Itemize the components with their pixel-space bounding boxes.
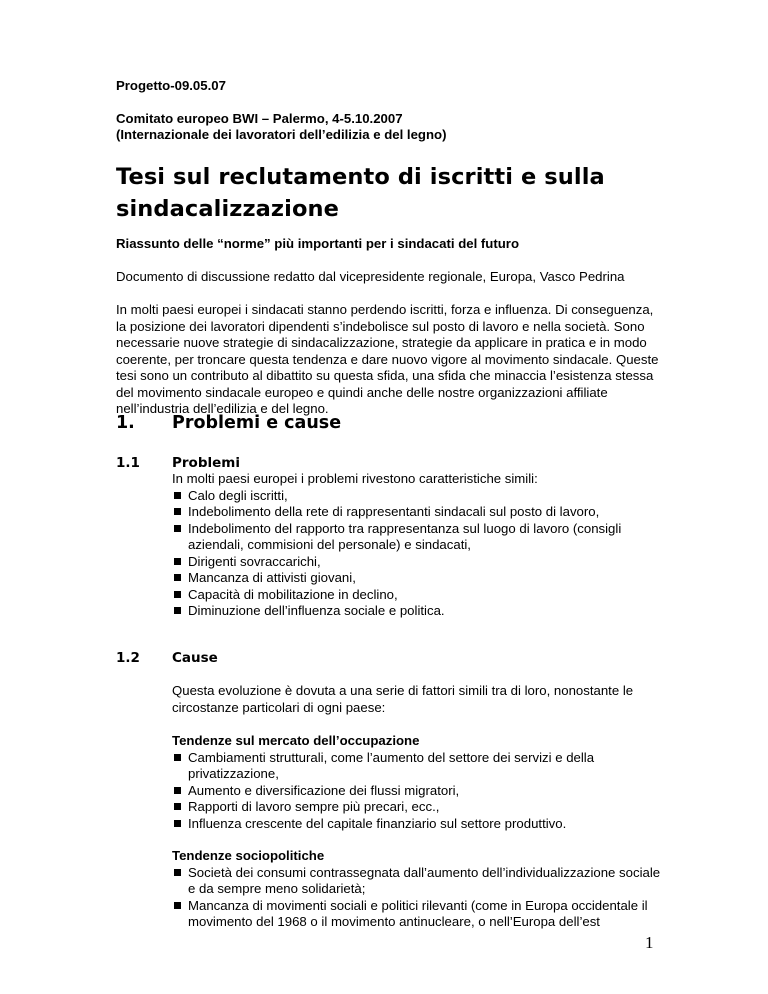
subsection-1-2-title: Cause	[172, 650, 218, 666]
list-item: Mancanza di attivisti giovani,	[172, 570, 662, 587]
list-item: Calo degli iscritti,	[172, 488, 662, 505]
problems-list	[172, 488, 662, 620]
subtitle: Riassunto delle “norme” più importanti per i sindacati del futuro	[116, 236, 519, 251]
list-item: Diminuzione dell’influenza sociale e politica.	[172, 603, 662, 620]
project-reference: Progetto-09.05.07	[116, 78, 226, 93]
problems-intro: In molti paesi europei i problemi rivestono caratteristiche simili:	[172, 471, 538, 486]
list-item: Aumento e diversificazione dei flussi migratori,	[172, 783, 662, 800]
author-line: Documento di discussione redatto dal vicepresidente regionale, Europa, Vasco Pedrina	[116, 269, 625, 284]
page-number: 1	[645, 933, 654, 952]
document-title-line-1: Tesi sul reclutamento di iscritti e sulla	[116, 164, 605, 190]
committee-line: Comitato europeo BWI – Palermo, 4-5.10.2007	[116, 111, 403, 126]
subsection-1-1-title: Problemi	[172, 455, 240, 471]
list-item: Società dei consumi contrassegnata dall’aumento dell’individualizzazione sociale e da sempre meno solidarietà;	[172, 865, 662, 898]
document-title-line-2: sindacalizzazione	[116, 196, 339, 222]
subsection-1-1-number: 1.1	[116, 455, 140, 471]
list-item: Capacità di mobilitazione in declino,	[172, 587, 662, 604]
organization-line: (Internazionale dei lavoratori dell’edilizia e del legno)	[116, 127, 447, 142]
section-1-title: Problemi e cause	[172, 413, 342, 433]
intro-paragraph: In molti paesi europei i sindacati stanno perdendo iscritti, forza e influenza. Di conseguenza, la posizione dei lavoratori dipendenti s’indebolisce sul posto di lavoro e nella società. Sono necessarie nuove strategie di sindacalizzazione, strategie da applicare in pratica e in modo coerente, per troncare questa tendenza e dare nuovo vigore al movimento sindacale. Queste tesi sono un contributo al dibattito su questa sfida, una sfida che minaccia l’esistenza stessa del movimento sindacale europeo e quindi anche delle nostre organizzazioni affiliate nell’industria dell’edilizia e del legno.	[116, 302, 659, 416]
list-item: Cambiamenti strutturali, come l’aumento del settore dei servizi e della privatizzazione,	[172, 750, 662, 783]
problems-block	[172, 471, 662, 620]
employment-trends-list	[172, 750, 662, 833]
list-item: Dirigenti sovraccarichi,	[172, 554, 662, 571]
sociopolitical-trends-block	[172, 848, 662, 931]
section-1-number: 1.	[116, 413, 135, 433]
subsection-1-2-number: 1.2	[116, 650, 140, 666]
list-item: Mancanza di movimenti sociali e politici rilevanti (come in Europa occidentale il movimento del 1968 o il movimento antinucleare, o nell’Europa dell’est	[172, 898, 662, 931]
employment-trends-heading: Tendenze sul mercato dell’occupazione	[172, 733, 420, 748]
causes-intro: Questa evoluzione è dovuta a una serie di fattori simili tra di loro, nonostante le circostanze particolari di ogni paese:	[172, 683, 634, 715]
sociopolitical-trends-list	[172, 865, 662, 931]
list-item: Indebolimento della rete di rappresentanti sindacali sul posto di lavoro,	[172, 504, 662, 521]
list-item: Rapporti di lavoro sempre più precari, ecc.,	[172, 799, 662, 816]
list-item: Indebolimento del rapporto tra rappresentanza sul luogo di lavoro (consigli aziendali, commisioni del personale) e sindacati,	[172, 521, 662, 554]
list-item: Influenza crescente del capitale finanziario sul settore produttivo.	[172, 816, 662, 833]
employment-trends-block	[172, 733, 662, 832]
sociopolitical-trends-heading: Tendenze sociopolitiche	[172, 848, 325, 863]
